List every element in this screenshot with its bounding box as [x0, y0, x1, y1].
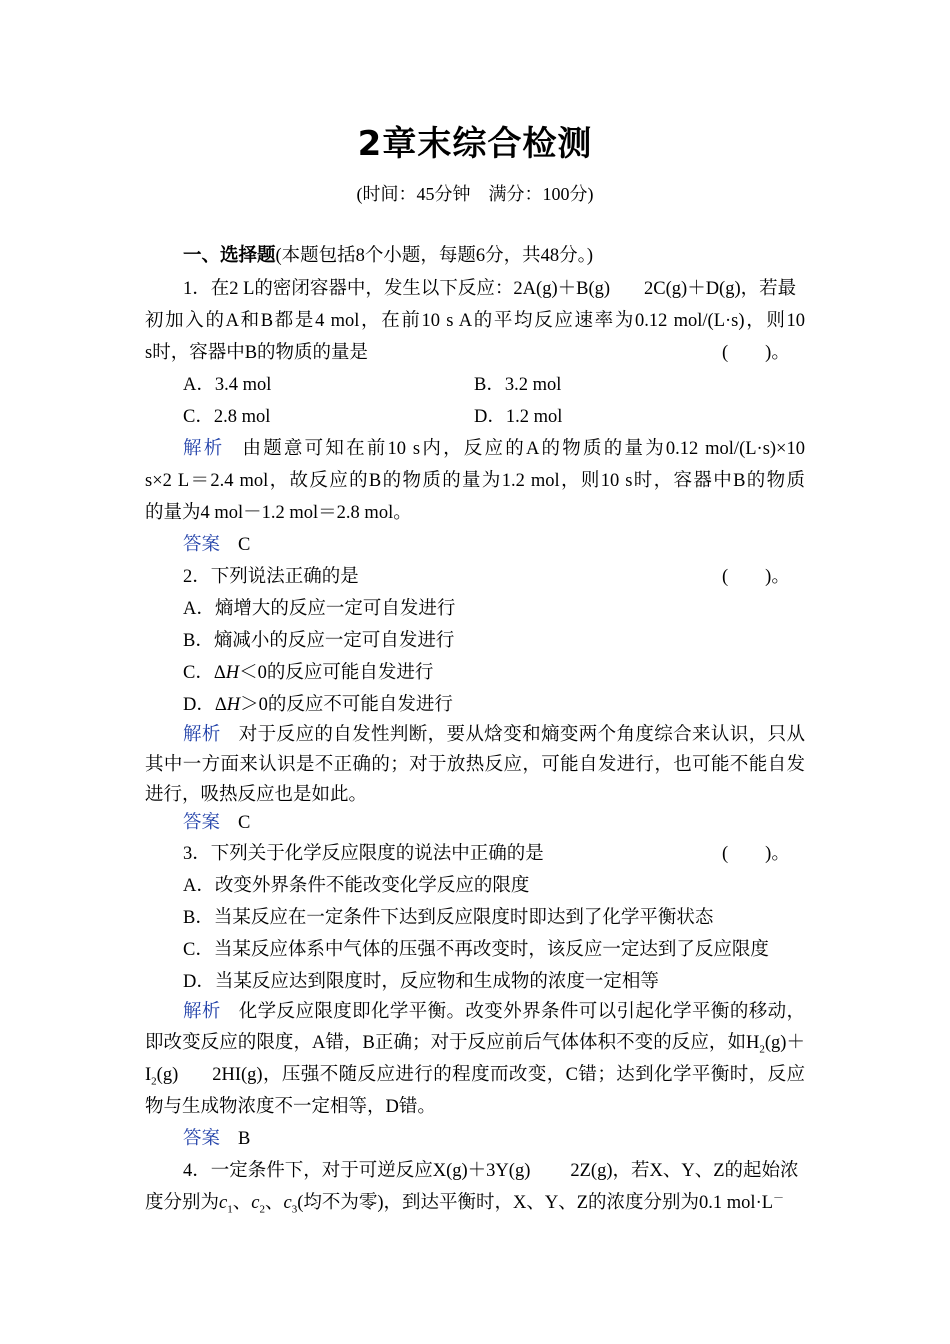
q2-option-d-var: H [226, 695, 241, 715]
q2-option-d [183, 690, 453, 720]
q3-explanation-4: 物与生成物浓度不一定相等，D错。 [145, 1097, 436, 1117]
q2-explanation-3: 进行，吸热反应也是如此。 [145, 785, 368, 805]
q2-answer-blank: ( )。 [722, 567, 790, 587]
q4-line-2 [145, 1188, 784, 1218]
q2-option-c-prefix: C．Δ [183, 663, 226, 683]
q4-sep-2: 、 [264, 1193, 284, 1213]
q3-explanation-text-1: 化学反应限度即化学平衡。改变外界条件可以引起化学平衡的移动， [238, 1002, 805, 1022]
q4-line-1 [183, 1156, 799, 1186]
q2-answer [183, 808, 250, 838]
q2-option-c-var: H [225, 663, 240, 683]
q2-option-a: A．熵增大的反应一定可自发进行 [183, 599, 456, 619]
q3-explanation-3-rest: 2HI(g)，压强不随反应进行的程度而改变，C错；达到化学平衡时，反应 [212, 1065, 805, 1085]
q1-option-a: A．3.4 mol [183, 375, 272, 395]
q4-sep-1: 、 [232, 1193, 252, 1213]
q2-answer-value: C [238, 813, 251, 833]
q4-line-2-text: 度分别为 [145, 1193, 220, 1213]
q1-explanation-2: s×2 L＝2.4 mol，故反应的B的物质的量为1.2 mol，则10 s时，容器中B的物质 [145, 471, 805, 491]
q2-option-d-prefix: D．Δ [183, 695, 227, 715]
q4-c2: c [251, 1193, 260, 1213]
q4-c3-sub: 3 [291, 1203, 298, 1216]
q3-answer-blank: ( )。 [722, 844, 790, 864]
q3-stem: 3．下列关于化学反应限度的说法中正确的是 [183, 844, 544, 864]
q2-option-b: B．熵减小的反应一定可自发进行 [183, 631, 455, 651]
page-subtitle: (时间：45分钟 满分：100分) [356, 184, 594, 204]
q1-option-d: D．1.2 mol [474, 407, 563, 427]
q1-answer-blank: ( )。 [722, 343, 790, 363]
q3-answer [183, 1124, 250, 1154]
q1-line-3: s时，容器中B的物质的量是 [145, 343, 369, 363]
q3-explanation-2-sub: 2 [759, 1043, 765, 1056]
q1-explanation-text-1: 由题意可知在前10 s内，反应的A的物质的量为0.12 mol/(L·s)×10 [242, 439, 805, 459]
q4-unit-sup: － [773, 1191, 785, 1204]
q4-c2-sub: 2 [259, 1203, 265, 1216]
q3-explanation-3-state: (g) [156, 1065, 179, 1085]
q3-option-c: C．当某反应体系中气体的压强不再改变时，该反应一定达到了反应限度 [183, 940, 769, 960]
q3-explanation-3-text: I [145, 1065, 152, 1085]
section-note: (本题包括8个小题，每题6分，共48分。) [275, 246, 594, 266]
q1-explanation-label: 解析 [183, 439, 225, 459]
q1-answer [183, 530, 250, 560]
q2-explanation-text-1: 对于反应的自发性判断，要从焓变和熵变两个角度综合来认识，只从 [238, 725, 805, 745]
q4-stem-b: 2Z(g)，若X、Y、Z的起始浓 [570, 1161, 799, 1181]
q2-explanation-label: 解析 [183, 725, 221, 745]
q1-answer-value: C [238, 535, 251, 555]
q1-option-b: B．3.2 mol [474, 375, 562, 395]
section-heading [183, 241, 593, 271]
q3-explanation-3-sub: 2 [151, 1075, 157, 1088]
q3-explanation-1 [183, 997, 805, 1027]
q1-line-1 [183, 274, 796, 304]
page-title: 2章末综合检测 [357, 124, 593, 164]
q3-explanation-3 [145, 1060, 805, 1090]
q1-line-2: 初加入的A和B都是4 mol，在前10 s A的平均反应速率为0.12 mol/(L·s)，则10 [145, 311, 805, 331]
q3-explanation-label: 解析 [183, 1002, 221, 1022]
q1-explanation-1 [183, 434, 805, 464]
q4-stem-a: 4．一定条件下，对于可逆反应X(g)＋3Y(g) [183, 1161, 531, 1181]
q2-explanation-1 [183, 720, 805, 750]
q3-explanation-2 [145, 1028, 805, 1058]
section-head: 一、选择题 [183, 245, 276, 266]
q2-option-c [183, 658, 433, 688]
q3-answer-label: 答案 [183, 1129, 221, 1149]
q2-stem: 2．下列说法正确的是 [183, 567, 359, 587]
q2-explanation-2: 其中一方面来认识是不正确的；对于放热反应，可能自发进行，也可能不能自发 [145, 755, 805, 775]
q3-option-d: D．当某反应达到限度时，反应物和生成物的浓度一定相等 [183, 972, 659, 992]
q3-explanation-2-end: (g)＋ [764, 1033, 806, 1053]
q3-answer-value: B [238, 1129, 251, 1149]
q3-option-b: B．当某反应在一定条件下达到反应限度时即达到了化学平衡状态 [183, 908, 714, 928]
q4-line-2-rest: (均不为零)，到达平衡时，X、Y、Z的浓度分别为0.1 mol·L [297, 1193, 774, 1213]
q1-option-c: C．2.8 mol [183, 407, 271, 427]
q3-explanation-2-text: 即改变反应的限度，A错，B正确；对于反应前后气体体积不变的反应，如H [145, 1033, 760, 1053]
q2-option-d-text: ＞0的反应不可能自发进行 [240, 695, 453, 715]
q1-answer-label: 答案 [183, 535, 221, 555]
q3-option-a: A．改变外界条件不能改变化学反应的限度 [183, 876, 530, 896]
q4-c1-sub: 1 [227, 1203, 233, 1216]
q2-option-c-text: ＜0的反应可能自发进行 [239, 663, 434, 683]
q1-stem-a: 1．在2 L的密闭容器中，发生以下反应：2A(g)＋B(g) [183, 279, 611, 299]
q2-answer-label: 答案 [183, 813, 221, 833]
q4-c1: c [219, 1193, 228, 1213]
q1-stem-b: 2C(g)＋D(g)，若最 [644, 279, 797, 299]
q1-explanation-3: 的量为4 mol－1.2 mol＝2.8 mol。 [145, 503, 412, 523]
q4-c3: c [283, 1193, 292, 1213]
